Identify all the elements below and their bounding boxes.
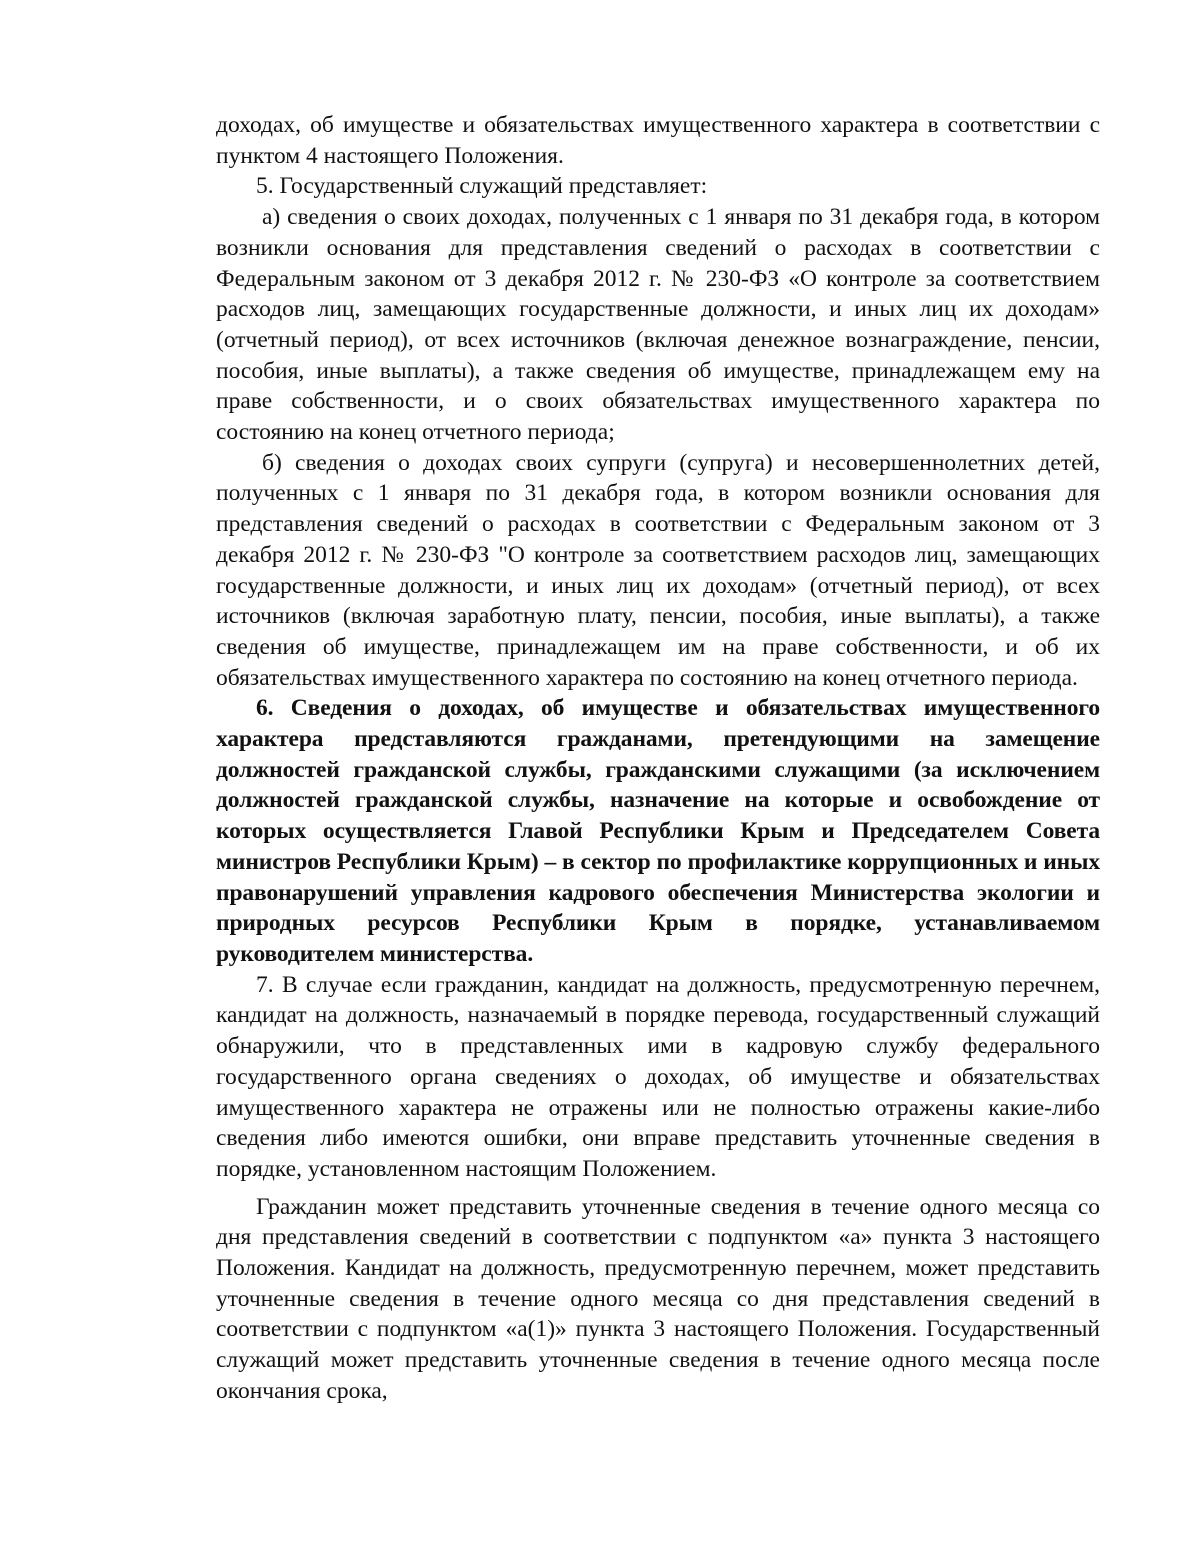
paragraph-item-6: 6. Сведения о доходах, об имуществе и обязательствах имущественного характера представляются гражданами, претендующими на замещение должностей гражданской службы, гражданскими служащими (за исключением должностей гражданской службы, назначение на которые и освобождение от которых осуществляется Главой Республики Крым и Председателем Совета министров Республики Крым) – в сектор по профилактике коррупционных и иных правонарушений управления кадрового обеспечения Министерства экологии и природных ресурсов Республики Крым в порядке, устанавливаемом руководителем министерства.: [216, 695, 1100, 967]
paragraph-clarification: Гражданин может представить уточненные сведения в течение одного месяца со дня представления сведений в соответствии с подпунктом «а» пункта 3 настоящего Положения. Кандидат на должность, предусмотренную перечнем, может представить уточненные сведения в течение одного месяца со дня представления сведений в соответствии с подпунктом «а(1)» пункта 3 настоящего Положения. Государственный служащий может представить уточненные сведения в течение одного месяца после окончания срока,: [216, 1193, 1100, 1404]
paragraph-item-7: 7. В случае если гражданин, кандидат на должность, предусмотренную перечнем, кандидат на должность, назначаемый в порядке перевода, государственный служащий обнаружили, что в представленных ими в кадровую службу федерального государственного органа сведениях о доходах, об имуществе и обязательствах имущественного характера не отражены или не полностью отражены какие-либо сведения либо имеются ошибки, они вправе представить уточненные сведения в порядке, установленном настоящим Положением.: [216, 971, 1100, 1182]
paragraph-item-5: 5. Государственный служащий представляет:: [256, 173, 708, 200]
paragraph-subitem-a: а) сведения о своих доходах, полученных с 1 января по 31 декабря года, в котором возникли основания для представления сведений о расходах в соответствии с Федеральным законом от 3 декабря 2012 г. № 230-ФЗ «О контроле за соответствием расходов лиц, замещающих государственные должности, и иных лиц их доходам» (отчетный период), от всех источников (включая денежное вознаграждение, пенсии, пособия, иные выплаты), а также сведения об имуществе, принадлежащем ему на праве собственности, и о своих обязательствах имущественного характера по состоянию на конец отчетного периода;: [216, 204, 1100, 446]
paragraph-continuation: доходах, об имуществе и обязательствах имущественного характера в соответствии с пунктом 4 настоящего Положения.: [216, 112, 1100, 169]
document-body: [216, 110, 1100, 1407]
paragraph-subitem-b: б) сведения о доходах своих супруги (супруга) и несовершеннолетних детей, полученных с 1 января по 31 декабря года, в котором возникли основания для представления сведений о расходах в соответствии с Федеральным законом от 3 декабря 2012 г. № 230-ФЗ "О контроле за соответствием расходов лиц, замещающих государственные должности, и иных лиц их доходам» (отчетный период), от всех источников (включая заработную плату, пенсии, пособия, иные выплаты), а также сведения об имуществе, принадлежащем им на праве собственности, и об их обязательствах имущественного характера по состоянию на конец отчетного периода.: [216, 449, 1100, 691]
